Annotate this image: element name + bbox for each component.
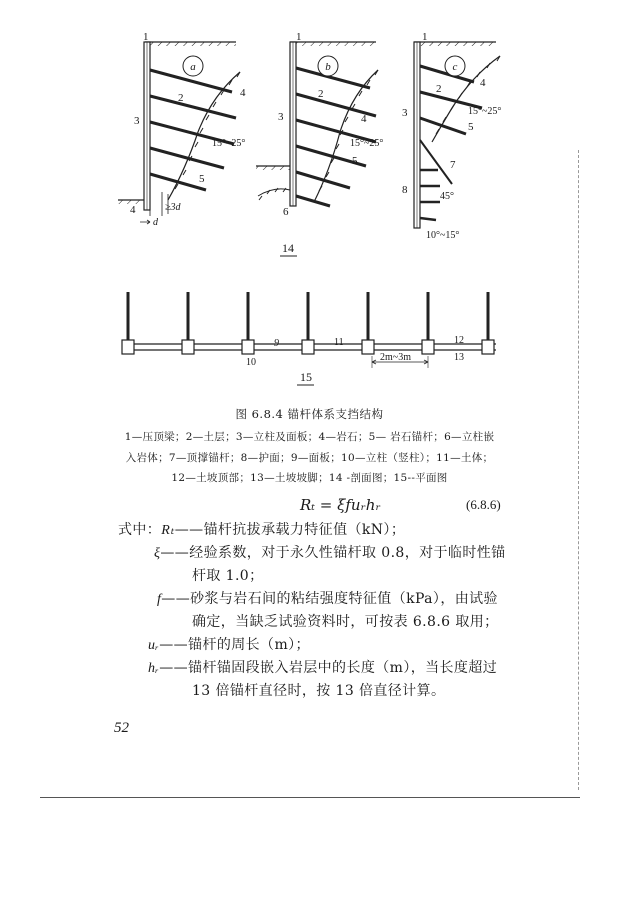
panel-c-label: c (452, 61, 458, 73)
label-4-c: 4 (480, 77, 486, 89)
symbol-h: hᵣ (148, 661, 160, 676)
plan-label-11: 11 (334, 337, 344, 348)
definition-h-cont: 13 倍锚杆直径时，按 13 倍直径计算。 (192, 683, 446, 699)
plan-post-4 (302, 340, 314, 354)
definition-rt (118, 520, 405, 541)
label-4-b: 4 (361, 113, 367, 125)
label-3-a: 3 (134, 115, 140, 127)
label-6-b: 6 (283, 206, 289, 218)
figure-caption-title: 图 6.8.4 锚杆体系支挡结构 (235, 407, 384, 421)
panel-a-label: a (190, 61, 196, 73)
panel-b-label: b (325, 61, 331, 73)
definition-u (148, 635, 310, 656)
definition-xi-text: ——经验系数，对于永久性锚杆取 0.8，对于临时性锚 (160, 545, 506, 561)
label-3-b: 3 (278, 111, 284, 123)
definition-h (148, 658, 497, 679)
symbol-u: uᵣ (148, 638, 160, 653)
section-panel-b (256, 31, 383, 218)
plan-label-9: 9 (274, 338, 279, 349)
label-8-c: 8 (402, 184, 408, 196)
definition-xi-cont: 杆取 1.0； (192, 568, 264, 584)
label-1-a: 1 (143, 31, 149, 43)
anchor-system-figure (0, 0, 619, 400)
label-4-a: 4 (240, 87, 246, 99)
formula-6-8-6: Rₜ = ξfuᵣhᵣ (300, 496, 381, 514)
plan-label-12: 12 (454, 335, 464, 346)
plan-post-6 (422, 340, 434, 354)
section-caption: 14 (282, 241, 294, 255)
section-panel-c (402, 31, 501, 241)
label-2-c: 2 (436, 83, 442, 95)
definition-intro: 式中： (118, 522, 162, 538)
label-1-c: 1 (422, 31, 428, 43)
label-1-b: 1 (296, 31, 302, 43)
symbol-xi: ξ (154, 546, 161, 561)
plan-post-5 (362, 340, 374, 354)
definition-u-text: ——锚杆的周长（m）； (159, 637, 310, 653)
angle-label-a: 15°~25° (212, 138, 246, 149)
definition-f-text: ——砂浆与岩石间的粘结强度特征值（kPa），由试验 (161, 591, 498, 607)
right-scan-edge (578, 150, 580, 790)
angle-label-c: 15°~25° (468, 106, 502, 117)
plan-post-3 (242, 340, 254, 354)
symbol-f: f (157, 592, 162, 607)
label-4b-a: 4 (130, 204, 136, 216)
definition-h-text: ——锚杆锚固段嵌入岩层中的长度（m），当长度超过 (159, 660, 498, 676)
angle-10-15-label: 10°~15° (426, 230, 460, 241)
definition-xi (154, 543, 506, 564)
figure-legend-line-1: 1—压顶梁；2—土层；3—立柱及面板；4—岩石；5— 岩石锚杆；6—立柱嵌 (124, 431, 495, 443)
bottom-rule (40, 797, 580, 798)
plan-label-10: 10 (246, 357, 256, 368)
symbol-rt: Rₜ (161, 523, 175, 538)
plan-post-7 (482, 340, 494, 354)
label-2-a: 2 (178, 92, 184, 104)
plan-post-2 (182, 340, 194, 354)
plan-caption: 15 (300, 370, 312, 384)
plan-label-13: 13 (454, 352, 464, 363)
figure-legend-line-2: 入岩体；7—顶撑锚杆；8—护面；9—面板；10—立柱（竖柱）；11—土体； (125, 452, 494, 464)
angle-45-label: 45° (440, 191, 454, 202)
embed-label: ≥3d (165, 202, 181, 213)
label-3-c: 3 (402, 107, 408, 119)
angle-label-b: 15°~25° (350, 138, 384, 149)
plan-post-1 (122, 340, 134, 354)
label-5-a: 5 (199, 173, 205, 185)
definition-rt-text: ——锚杆抗拔承载力特征值（kN）； (174, 522, 406, 538)
d-label: d (153, 217, 158, 228)
label-7-c: 7 (450, 159, 456, 171)
label-5-b: 5 (352, 155, 358, 167)
label-2-b: 2 (318, 88, 324, 100)
section-panel-a (118, 31, 246, 228)
spacing-label: 2m~3m (380, 352, 411, 363)
plan-view (122, 292, 496, 368)
page-number: 52 (114, 720, 129, 736)
figure-legend-line-3: 12—土坡顶部；13—土坡坡脚；14 -剖面图；15--平面图 (171, 472, 448, 484)
definition-f-cont: 确定，当缺乏试验资料时，可按表 6.8.6 取用； (192, 614, 499, 630)
definition-f (157, 589, 498, 610)
label-5-c: 5 (468, 121, 474, 133)
formula-number: (6.8.6) (466, 497, 501, 512)
